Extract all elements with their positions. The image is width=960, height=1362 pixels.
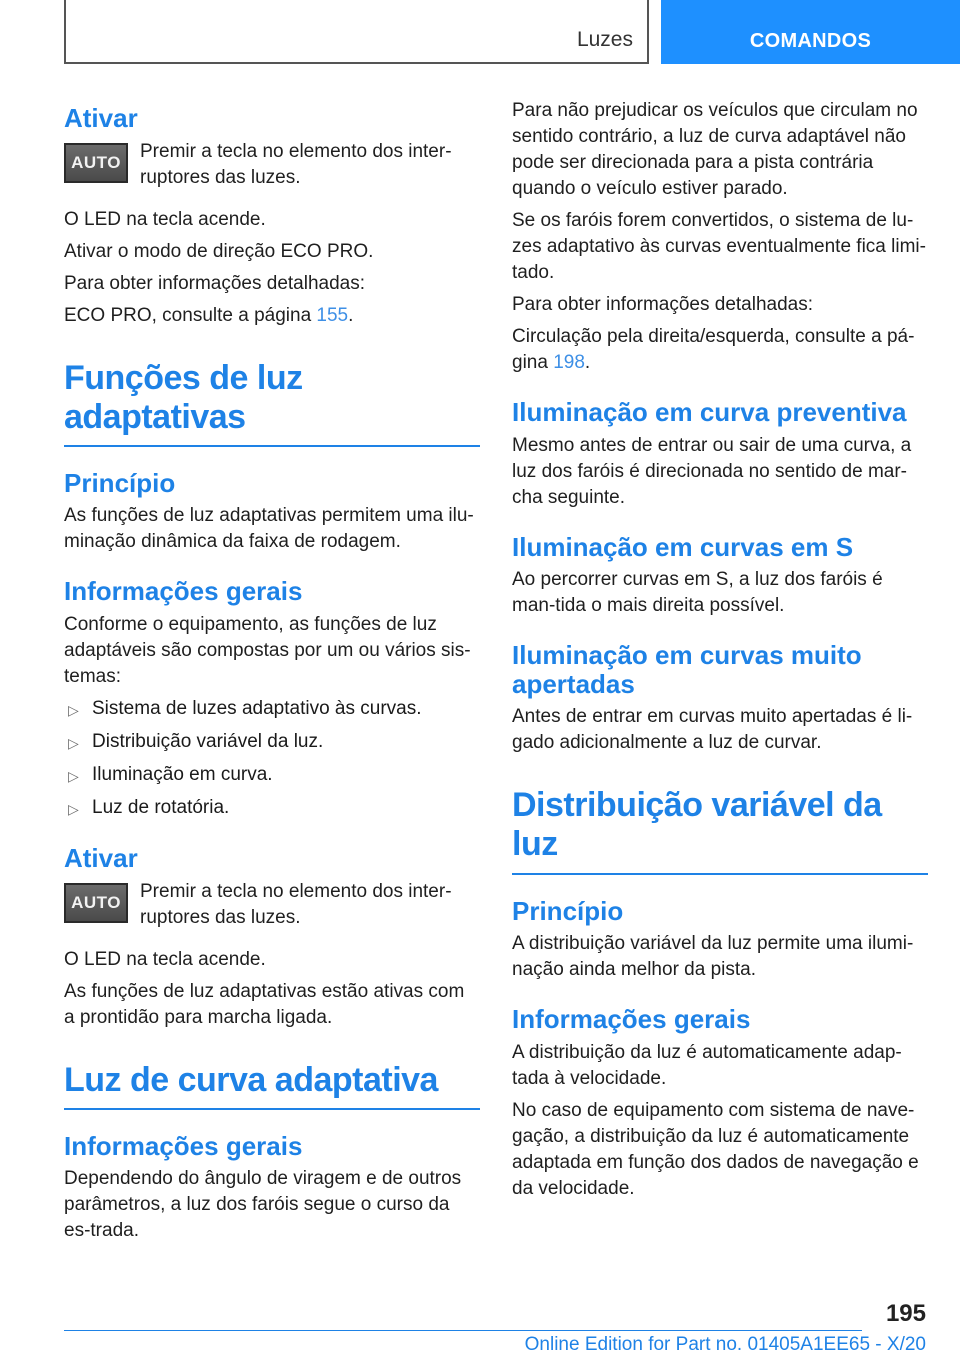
list-item-text: Sistema de luzes adaptativo às curvas. <box>92 697 422 719</box>
triangle-bullet-icon: ▷ <box>68 800 79 817</box>
paragraph-end: . <box>584 352 591 373</box>
paragraph: Ativar o modo de direção ECO PRO. <box>64 240 374 262</box>
list-item <box>64 729 480 756</box>
header-chapter-tab <box>661 0 960 64</box>
paragraph: O LED na tecla acende. <box>64 208 266 230</box>
paragraph: A distribuição da luz é automaticamente adap-tada à velocidade. <box>512 1041 902 1089</box>
paragraph: A distribuição variável da luz permite uma ilumi-nação ainda melhor da pista. <box>512 933 914 981</box>
list-item-text: Luz de rotatória. <box>92 796 230 818</box>
section-title-funcoes: Funções de luz adaptativas <box>64 359 480 447</box>
paragraph: O LED na tecla acende. <box>64 948 266 970</box>
paragraph: Para obter informações detalhadas: <box>512 294 814 315</box>
list-item-text: Distribuição variável da luz. <box>92 730 324 752</box>
paragraph-with-link <box>512 324 928 376</box>
footer-edition: Online Edition for Part no. 01405A1EE65 - X/20 <box>524 1334 926 1355</box>
header-section-title: Luzes <box>576 28 633 51</box>
heading-ativar-2: Ativar <box>64 842 138 873</box>
paragraph: Conforme o equipamento, as funções de luz adaptáveis são compostas por um ou vários sis-temas: <box>64 613 471 687</box>
header-chapter-label: COMANDOS <box>749 29 872 52</box>
heading-curvas-apertadas: Iluminação em curvas muito apertadas <box>512 640 862 699</box>
heading-principio: Princípio <box>64 467 176 498</box>
paragraph: Ao percorrer curvas em S, a luz dos faróis é man-tida o mais direita possível. <box>512 569 883 617</box>
paragraph: Mesmo antes de entrar ou sair de uma curva, a luz dos faróis é direcionada no sentido de mar-cha seguinte. <box>512 434 912 508</box>
heading-ativar-1: Ativar <box>64 103 138 133</box>
section-title-distribuicao: Distribuição variável da luz <box>512 786 928 874</box>
auto-button-text-2: Premir a tecla no elemento dos inter-ruptores das luzes. <box>140 880 452 928</box>
heading-principio: Princípio <box>512 895 624 926</box>
heading-informacoes-gerais: Informações gerais <box>64 576 303 607</box>
left-column <box>64 98 480 1250</box>
paragraph: Para não prejudicar os veículos que circulam no sentido contrário, a luz de curva adaptável não pode ser direcionada para a pista contrária quando o veículo estiver parado. <box>512 100 918 199</box>
list-item <box>64 696 480 723</box>
triangle-bullet-icon: ▷ <box>68 734 79 751</box>
paragraph: As funções de luz adaptativas estão ativas com a prontidão para marcha ligada. <box>64 980 465 1028</box>
bullet-list <box>64 696 480 822</box>
heading-preventiva: Iluminação em curva preventiva <box>512 397 907 427</box>
heading-informacoes-gerais: Informações gerais <box>512 1004 751 1035</box>
paragraph: Antes de entrar em curvas muito apertadas é li-gado adicionalmente a luz de curvar. <box>512 706 913 754</box>
heading-curvas-s: Iluminação em curvas em S <box>512 531 854 562</box>
header-section-box <box>64 0 649 64</box>
triangle-bullet-icon: ▷ <box>68 701 79 718</box>
auto-button-icon: AUTO <box>64 883 128 923</box>
paragraph-text: ECO PRO, consulte a página <box>64 304 317 326</box>
auto-button-text-1: Premir a tecla no elemento dos inter-ruptores das luzes. <box>140 140 452 188</box>
paragraph-text: Circulação pela direita/esquerda, consulte a pá-gina <box>512 326 915 373</box>
paragraph-end: . <box>348 304 354 326</box>
list-item <box>64 795 480 822</box>
paragraph-with-link <box>64 303 480 329</box>
auto-button-row-1 <box>64 139 480 191</box>
list-item <box>64 762 480 789</box>
list-item-text: Iluminação em curva. <box>92 763 273 785</box>
page-link-198[interactable]: 198 <box>553 352 585 373</box>
heading-informacoes-gerais: Informações gerais <box>64 1130 303 1161</box>
section-title-curva: Luz de curva adaptativa <box>64 1061 480 1110</box>
page-link-155[interactable]: 155 <box>316 304 349 326</box>
paragraph: Para obter informações detalhadas: <box>64 272 366 294</box>
paragraph: Se os faróis forem convertidos, o sistema de lu-zes adaptativo às curvas eventualmente fica limi-tado. <box>512 210 926 283</box>
paragraph: As funções de luz adaptativas permitem uma ilu-minação dinâmica da faixa de rodagem. <box>64 505 474 553</box>
auto-button-icon: AUTO <box>64 143 128 183</box>
triangle-bullet-icon: ▷ <box>68 767 79 784</box>
right-column <box>512 98 928 1208</box>
paragraph: No caso de equipamento com sistema de nave-gação, a distribuição da luz é automaticamente adaptada em função dos dados de navegação e da velocidade. <box>512 1099 919 1199</box>
auto-button-row-2 <box>64 879 480 931</box>
footer-divider <box>64 1330 862 1331</box>
page-number: 195 <box>885 1300 926 1327</box>
paragraph: Dependendo do ângulo de viragem e de outros parâmetros, a luz dos faróis segue o curso da es-trada. <box>64 1168 462 1242</box>
